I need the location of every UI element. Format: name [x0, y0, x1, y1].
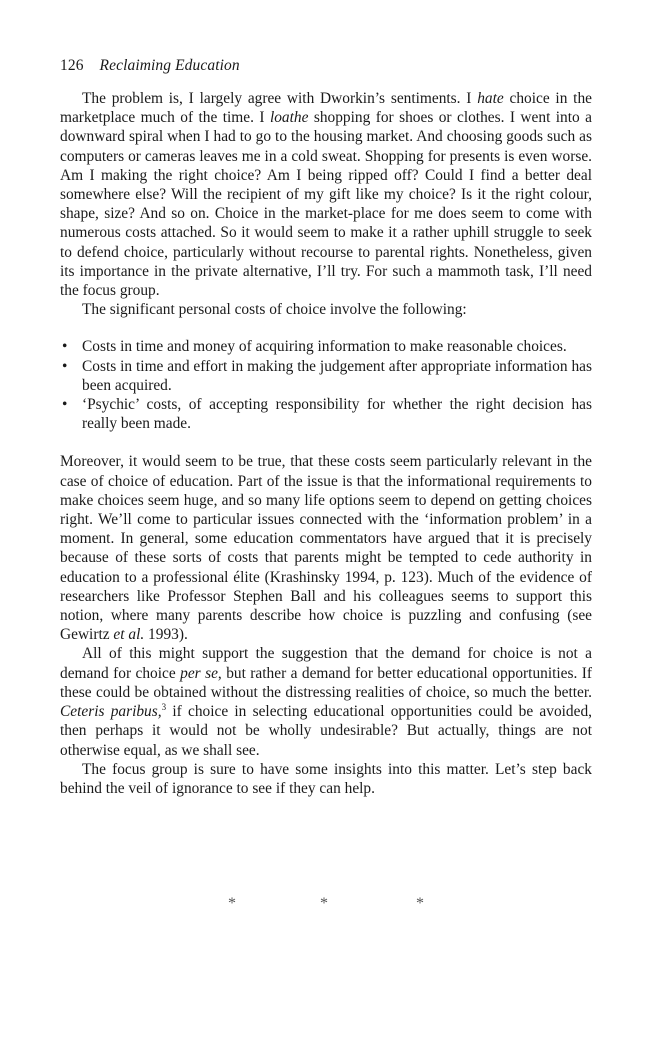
- bullet-text: ‘Psychic’ costs, of accepting responsibility for whether the right decision has really been made.: [82, 396, 592, 433]
- bullet-text: Costs in time and effort in making the judgement after appropriate information has been acquired.: [82, 357, 592, 394]
- emphasis-hate: hate: [477, 90, 504, 107]
- footnote-marker[interactable]: 3: [161, 701, 167, 712]
- bullet-icon: •: [62, 357, 68, 375]
- text-run: Moreover, it would seem to be true, that these costs seem particularly relevant in the case of choice of education. Part of the issue is that the informational requirements to make choices seem huge, and so many life options seem to depend on getting choices right. We’ll come to particular issues connected with the ‘information problem’ in a moment. In general, some education commentators have argued that it is precisely because of these sorts of costs that parents might be tempted to cede authority in education to a professional élite (Krashinsky 1994, p. 123). Much of the evidence of researchers like Professor Stephen Ball and his colleagues seems to support this notion, where many parents describe how choice is puzzling and confusing (see Gewirtz: [60, 453, 592, 644]
- emphasis-loathe: loathe: [269, 109, 309, 127]
- bullet-text: Costs in time and money of acquiring information to make reasonable choices.: [82, 338, 567, 356]
- emphasis-per-se: per se: [180, 664, 218, 682]
- text-run: , but rather a demand for better educational opportunities. If these could be obtained without the distressing realities of choice, so much the better.: [60, 664, 593, 701]
- bullet-item: [60, 337, 592, 356]
- bullet-icon: •: [62, 396, 68, 414]
- page-number: 126: [60, 57, 84, 74]
- paragraph-1: [60, 89, 592, 300]
- text-run: shopping for shoes or clothes. I went into a downward spiral when I had to go to the housing market. And choosing goods such as computers or cameras leaves me in a cold sweat. Shopping for presents is even worse. Am I making the right choice? Am I being ripped off? Could I find a better deal somewhere else? Will the recipient of my gift like my choice? Is it the right colour, shape, size? And so on. Choice in the market-place for me does seem to come with numerous costs attached. So it would seem to make it a rather uphill struggle to seek to defend choice, particularly without recourse to parental rights. Nonetheless, given its importance in the private alternative, I’ll try. For such a mammoth task, I’ll need the focus group.: [60, 109, 592, 300]
- paragraph-3: [60, 452, 592, 644]
- section-break-asterisk: *: [320, 895, 328, 912]
- emphasis-ceteris-paribus: Ceteris paribus,: [60, 703, 162, 721]
- bullet-item: [60, 395, 592, 433]
- text-run: if choice in selecting educational opportunities could be avoided, then perhaps it would not be wholly undesirable? But actually, things are not otherwise equal, as we shall see.: [60, 703, 592, 759]
- paragraph-2: The significant personal costs of choice involve the following:: [82, 301, 467, 319]
- emphasis-et-al: et al.: [113, 626, 145, 644]
- text-run: 1993).: [144, 626, 188, 644]
- bullet-list: [60, 337, 592, 433]
- section-break-asterisk: *: [416, 895, 424, 912]
- bullet-item: [60, 357, 592, 395]
- bullet-icon: •: [62, 338, 68, 356]
- text-run: choice in the marketplace much of the time. I: [60, 90, 592, 127]
- paragraph-4: [60, 644, 592, 759]
- section-break-asterisk: *: [228, 895, 236, 912]
- text-run: The problem is, I largely agree with Dworkin’s sentiments. I: [82, 90, 478, 107]
- running-head: [60, 55, 592, 77]
- book-page: [60, 55, 592, 798]
- text-run: All of this might support the suggestion that the demand for choice is not a demand for choice: [60, 645, 592, 682]
- paragraph-5: The focus group is sure to have some insights into this matter. Let’s step back behind the veil of ignorance to see if they can help.: [60, 760, 592, 797]
- book-title: Reclaiming Education: [99, 57, 240, 74]
